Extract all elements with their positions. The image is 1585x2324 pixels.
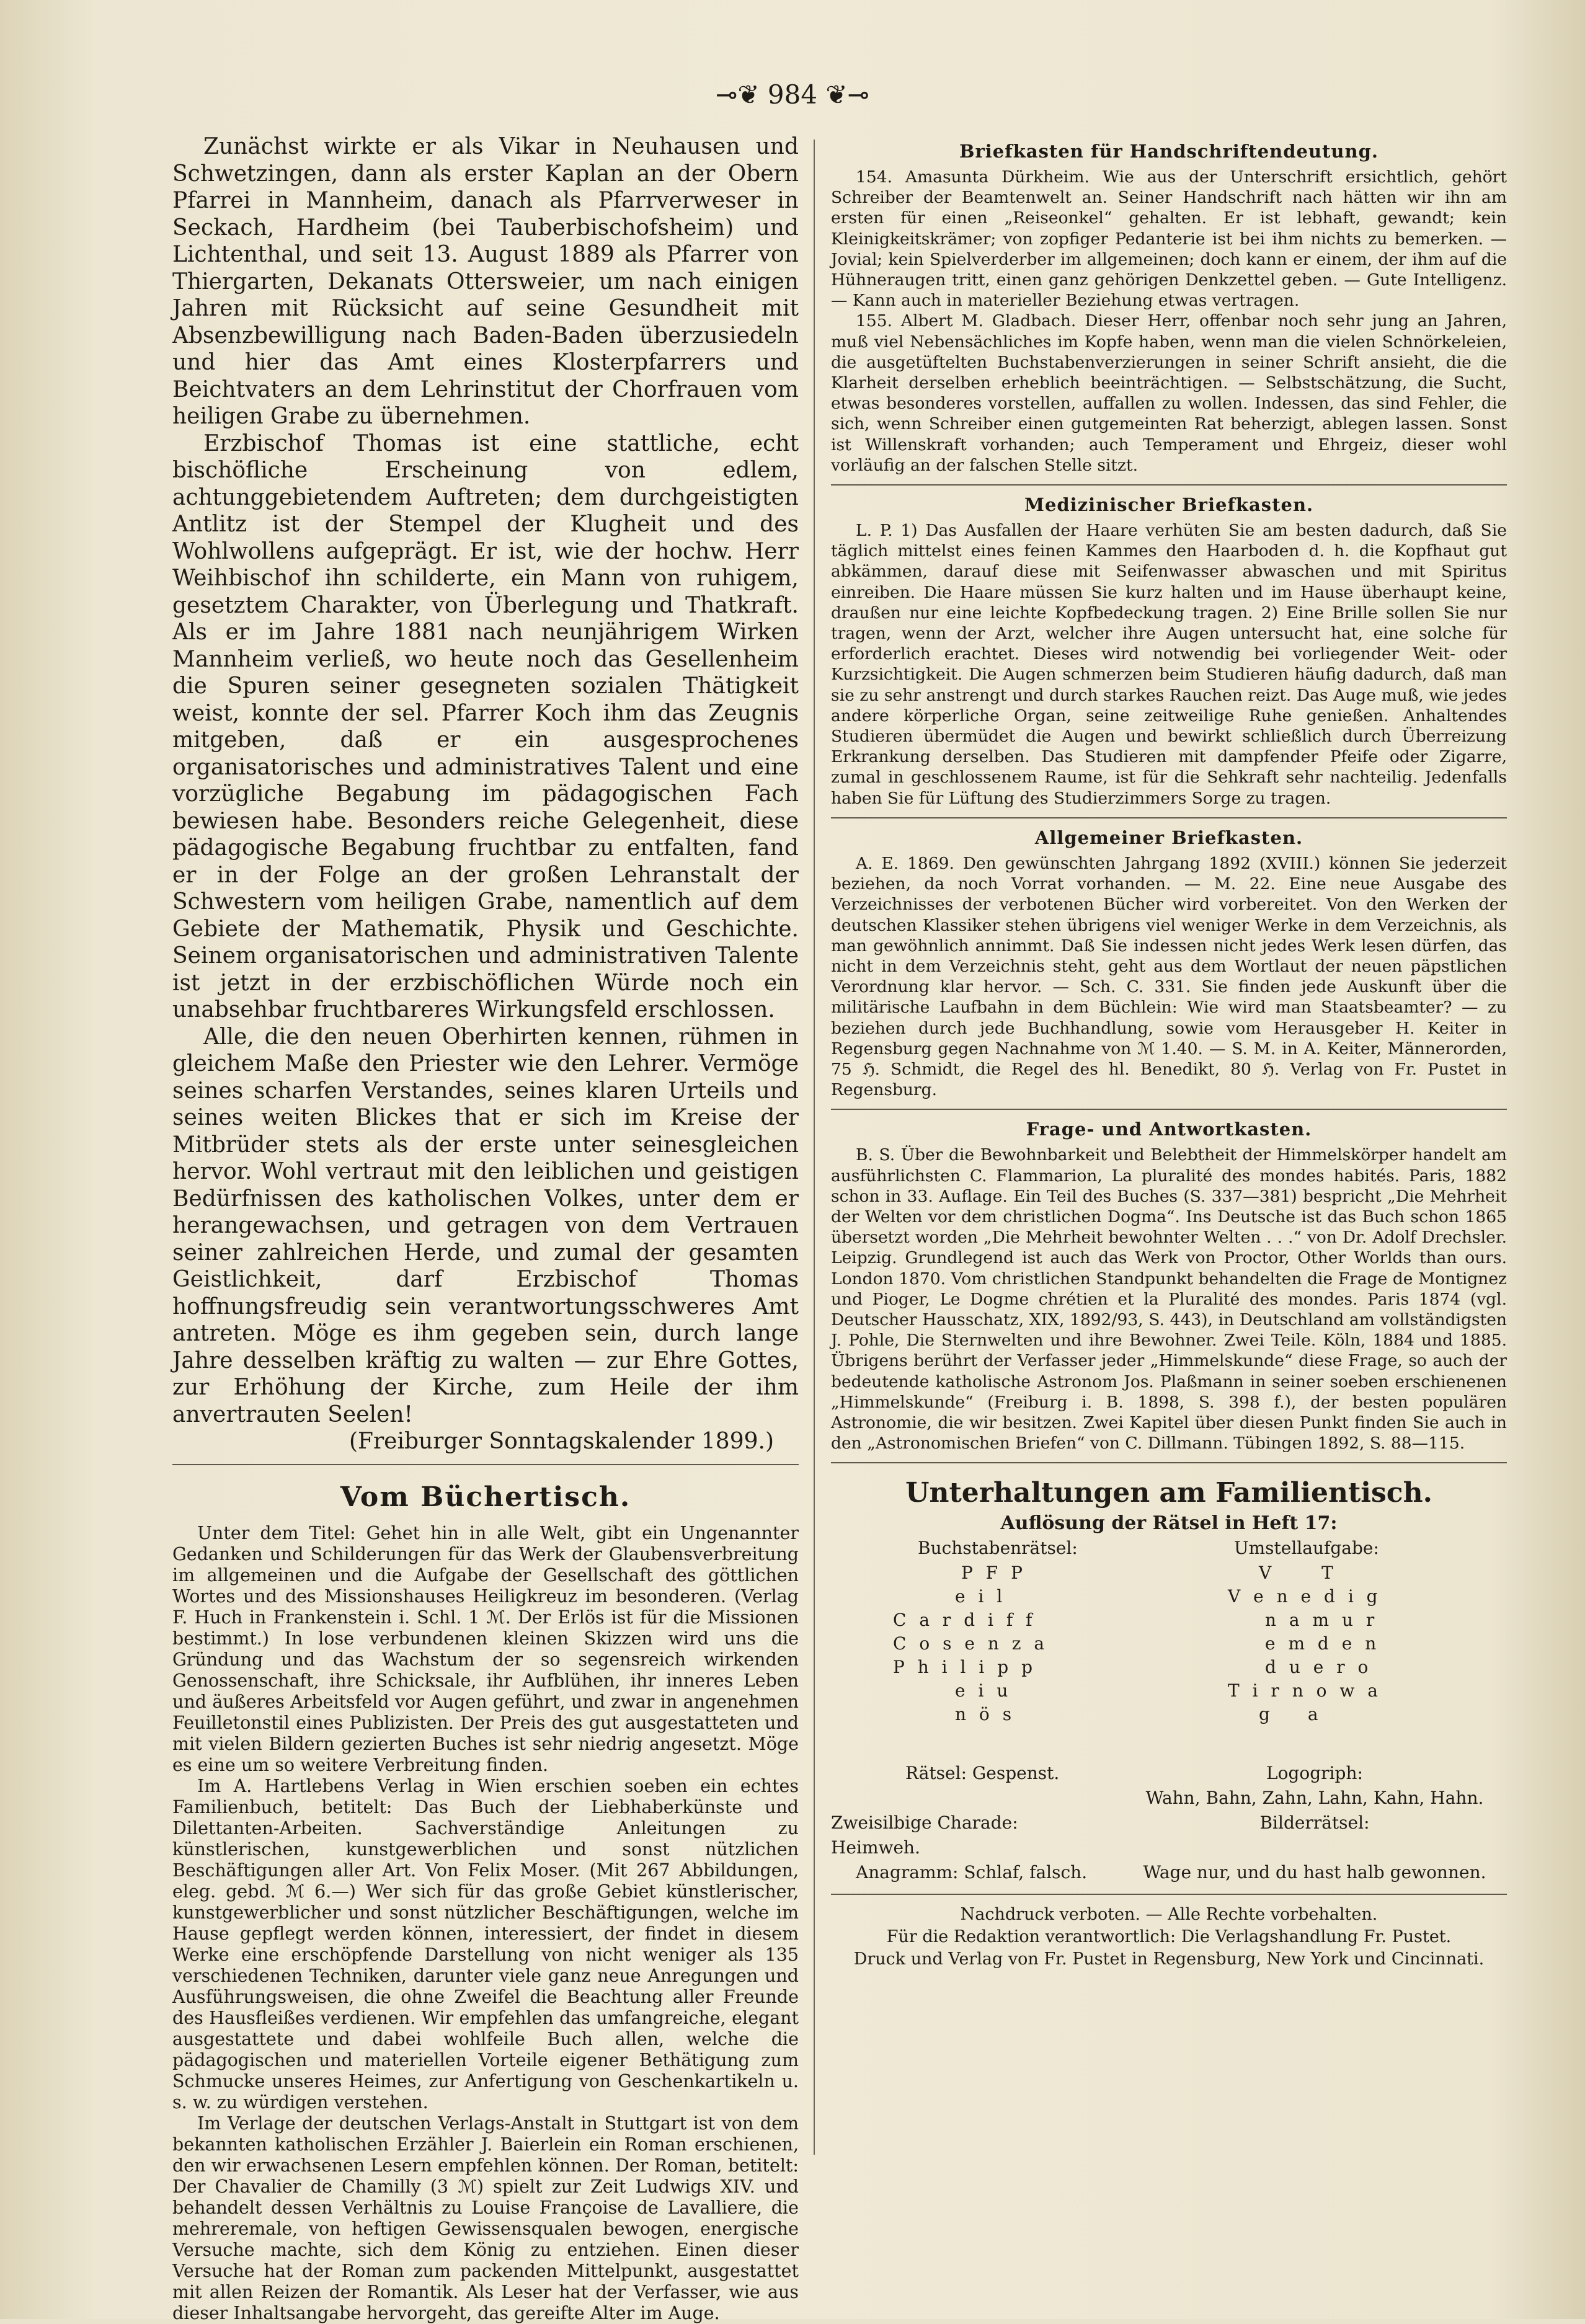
answer-value: Heimweh. <box>831 1837 920 1858</box>
paragraph: Im Verlage der deutschen Verlags-Anstalt in Stuttgart ist von dem bekannten katholischen Erzähler J. Baierlein ein Roman erschienen, den wir erwachsenen Lesern empfehlen können. Der Roman, betitelt: Der Chavalier de Chamilly (3 ℳ) spielt zur Zeit Ludwigs XIV. und behandelt dessen Verhältnis zu Louise Françoise de Lavalliere, die mehreremale, von heftigen Gewissensqualen bewogen, energische Versuche machte, sich dem König zu entziehen. Einen dieser Versuche hat der Roman zum packenden Mittelpunkt, ausgestattet mit allen Reizen der Romantik. Als Leser hat der Verfasser, wie aus dieser Inhaltsangabe hervorgeht, das gereifte Alter im Auge. <box>172 2113 799 2323</box>
answer-value: Wahn, Bahn, Zahn, Lahn, Kahn, Hahn. <box>1145 1788 1484 1809</box>
answer-label: Bilderrätsel: <box>1259 1812 1370 1834</box>
puzzle-line: P h i l i p p <box>893 1657 1036 1678</box>
puzzle-line: P F P <box>961 1563 1026 1584</box>
paragraph: 155. Albert M. Gladbach. Dieser Herr, offenbar noch sehr jung an Jahren, muß viel Nebensächliches im Kopfe haben, wenn man die vielen Schnörkeleien, die ausgetüftelten Buchstabenverzierungen in seiner Schrift ansieht, die die Klarheit derselben erheblich beeinträchtigen. — Selbstschätzung, die Sucht, etwas besonderes vorstellen, auffallen zu wollen. Indessen, das sind Fehler, die sich, wenn Schreiber einen gutgemeinten Rat beherzigt, ablegen lassen. Sonst ist Willenskraft vorhanden; auch Temperament und Ehrgeiz, dieser wohl vorläufig an der falschen Stelle sitzt. <box>831 311 1507 475</box>
section-divider <box>831 484 1507 486</box>
puzzle-line: n ö s <box>955 1704 1016 1725</box>
section-heading: Medizinischer Briefkasten. <box>1024 494 1314 516</box>
puzzle-line: d u e r o <box>1265 1657 1372 1678</box>
puzzle-line: e i l <box>955 1586 1006 1607</box>
section-heading: Frage- und Antwortkasten. <box>1026 1119 1312 1140</box>
puzzle-line: n a m u r <box>1265 1610 1379 1631</box>
paragraph: Alle, die den neuen Oberhirten kennen, rühmen in gleichem Maße den Priester wie den Lehrer. Vermöge seines scharfen Verstandes, seines klaren Urteils und seines weiten Blickes that er sich im Kreise der Mitbrüder stets als der erste unter seinesgleichen hervor. Wohl vertraut mit den leiblichen und geistigen Bedürfnissen des katholischen Volkes, unter dem er herangewachsen, und getragen von dem Vertrauen seiner zahlreichen Herde, und zumal der gesamten Geistlichkeit, darf Erzbischof Thomas hoffnungsfreudig sein verantwortungsschweres Amt antreten. Möge es ihm gegeben sein, durch lange Jahre desselben kräftig zu walten — zur Ehre Gottes, zur Erhöhung der Kirche, zum Heile der ihm anvertrauten Seelen! <box>172 1024 799 1427</box>
answer-value: Wage nur, und du hast halb gewonnen. <box>1143 1862 1486 1883</box>
imprint-line: Nachdruck verboten. — Alle Rechte vorbehalten. <box>960 1905 1378 1925</box>
answer-label: Zweisilbige Charade: <box>831 1812 1018 1834</box>
puzzle-line: e m d e n <box>1265 1633 1380 1654</box>
puzzle-line: e i u <box>955 1680 1012 1701</box>
paragraph: L. P. 1) Das Ausfallen der Haare verhüten Sie am besten dadurch, daß Sie täglich mittelst eines feinen Kammes den Haarboden d. h. die Kopfhaut gut abkämmen, darauf diese mit Seifenwasser abwaschen und mit Spiritus einreiben. Die Haare müssen Sie kurz halten und im Hause überhaupt keine, draußen nur eine leichte Kopfbedeckung tragen. 2) Eine Brille sollen Sie nur tragen, wenn der Arzt, welcher ihre Augen untersucht hat, eine solche für erforderlich erachtet. Dieses wird notwendig bei vorliegender Weit- oder Kurzsichtigkeit. Die Augen schmerzen beim Studieren häufig dadurch, daß man sie zu sehr anstrengt und durch starkes Rauchen reizt. Das Auge muß, wie jedes andere körperliche Organ, seine zeitweilige Ruhe genießen. Anhaltendes Studieren übermüdet die Augen und bewirkt schließlich durch Überreizung Erkrankung derselben. Das Studieren mit dampfender Pfeife oder Zigarre, zumal in geschlossenem Raume, ist für die Sehkraft sehr nachteilig. Jedenfalls haben Sie für Lüftung des Studierzimmers Sorge zu tragen. <box>831 521 1507 808</box>
section-divider <box>831 1462 1507 1463</box>
answer-label: Rätsel: <box>905 1763 967 1784</box>
puzzle-line: C o s e n z a <box>893 1633 1049 1654</box>
imprint-line: Druck und Verlag von Fr. Pustet in Regensburg, New York und Cincinnati. <box>853 1949 1485 1969</box>
puzzle-title: Umstellaufgabe: <box>1234 1538 1379 1559</box>
paragraph: Zunächst wirkte er als Vikar in Neuhausen und Schwetzingen, dann als erster Kaplan an der Obern Pfarrei in Mannheim, danach als Pfarrverweser in Seckach, Hardheim (bei Tauberbischofsheim) und Lichtenthal, und seit 13. August 1889 als Pfarrer von Thiergarten, Dekanats Ottersweier, um nach einigen Jahren mit Rücksicht auf seine Gesundheit mit Absenzbewilligung nach Baden-Baden überzusiedeln und hier das Amt eines Klosterpfarrers und Beichtvaters an dem Lehrinstitut der Chorfrauen vom heiligen Grabe zu übernehmen. <box>172 134 799 429</box>
puzzle-line: g a <box>1259 1704 1322 1725</box>
section-heading: Vom Büchertisch. <box>340 1481 631 1513</box>
section-divider <box>831 817 1507 818</box>
puzzle-solutions <box>831 1538 1507 1761</box>
section-heading: Allgemeiner Briefkasten. <box>1034 827 1303 848</box>
column-divider <box>814 140 815 2155</box>
answer-label: Anagramm: <box>856 1862 959 1883</box>
paragraph: A. E. 1869. Den gewünschten Jahrgang 1892 (XVIII.) können Sie jederzeit beziehen, da noch Vorrat vorhanden. — M. 22. Eine neue Ausgabe des Verzeichnisses der verbotenen Bücher wird vorbereitet. Von den Werken der deutschen Klassiker stehen übrigens viel weniger Werke in dem Verzeichnis, als man gewöhnlich annimmt. Daß Sie indessen nicht jedes Werk lesen dürfen, das nicht in dem Verzeichnis steht, geht aus dem Wortlaut der neuen päpstlichen Verordnung klar hervor. — Sch. C. 331. Sie finden jede Auskunft über die militärische Laufbahn in dem Büchlein: Wie wird man Staatsbeamter? — zu beziehen durch jede Buchhandlung, sowie vom Herausgeber H. Keiter in Regensburg gegen Nachnahme von ℳ 1.40. — S. M. in A. Keiter, Männerorden, 75 ℌ. Schmidt, die Regel des hl. Benedikt, 80 ℌ. Verlag von Fr. Pustet in Regensburg. <box>831 853 1507 1100</box>
paragraph: Erzbischof Thomas ist eine stattliche, echt bischöfliche Erscheinung von edlem, achtunggebietendem Auftreten; dem durchgeistigten Antlitz ist der Stempel der Klugheit und des Wohlwollens aufgeprägt. Er ist, wie der hochw. Herr Weihbischof ihn schilderte, ein Mann von ruhigem, gesetztem Charakter, von Überlegung und Thatkraft. Als er im Jahre 1881 nach neunjährigem Wirken Mannheim verließ, wo heute noch das Gesellenheim die Spuren seiner gesegneten sozialen Thätigkeit weist, konnte der sel. Pfarrer Koch ihm das Zeugnis mitgeben, daß er ein ausgesprochenes organisatorisches und administratives Talent und eine vorzügliche Begabung im pädagogischen Fach bewiesen habe. Besonders reiche Gelegenheit, diese pädagogische Begabung fruchtbar zu entfalten, fand er in der Folge an der großen Lehranstalt der Schwestern vom heiligen Grabe, namentlich auf dem Gebiete der Mathematik, Physik und Geschichte. Seinem organisatorischen und administrativen Talente ist jetzt in der erzbischöflichen Würde noch ein unabsehbar fruchtbareres Wirkungsfeld erschlossen. <box>172 430 799 1022</box>
obituary-article <box>172 133 799 1455</box>
paragraph: Im A. Hartlebens Verlag in Wien erschien soeben ein echtes Familienbuch, betitelt: Das Buch der Liebhaberkünste und Dilettanten-Arbeiten. Sachverständige Anleitungen zu künstlerischen, kunstgewerblichen und sonst nützlichen Beschäftigungen aller Art. Von Felix Moser. (Mit 267 Abbildungen, eleg. gebd. ℳ 6.—) Wer sich für das große Gebiet künstlerischer, kunstgewerblicher und sonst nützlicher Beschäftigungen, welche im Hause gepflegt werden können, interessiert, der findet in diesem Werke eine erschöpfende Darstellung von nicht weniger als 135 verschiedenen Techniken, darunter viele ganz neue Anregungen und Ausführungsweisen, die ohne Zweifel die Beachtung aller Freunde des Hausfleißes verdienen. Wir empfehlen das umfangreiche, elegant ausgestattete und dabei wohlfeile Buch allen, welche die pädagogischen und materiellen Vorteile eigener Bethätigung zum Schmucke unseres Heimes, zur Anfertigung von Geschenkartikeln u. s. w. zu würdigen verstehen. <box>172 1776 799 2113</box>
page-number: ⊸❦ 984 ❦⊸ <box>716 79 869 110</box>
right-column <box>831 133 1507 1971</box>
left-column <box>172 133 799 2324</box>
section-divider <box>172 1464 799 1465</box>
section-divider <box>831 1109 1507 1110</box>
riddle-answers <box>831 1761 1507 1885</box>
imprint <box>831 1904 1507 1971</box>
paragraph: B. S. Über die Bewohnbarkeit und Belebtheit der Himmelskörper handelt am ausführlichsten C. Flammarion, La pluralité des mondes habités. Paris, 1882 schon in 33. Auflage. Ein Teil des Buches (S. 337—381) bespricht „Die Mehrheit der Welten vor dem christlichen Dogma“. Ins Deutsche ist das Buch schon 1865 übersetzt worden „Die Mehrheit bewohnter Welten . . .“ von Dr. Adolf Drechsler. Leipzig. Grundlegend ist auch das Werk von Proctor, Other Worlds than ours. London 1870. Vom christlichen Standpunkt behandelten die Frage de Montignez und Pioger, Le Dogme chrétien et la Pluralité des mondes. Paris 1874 (vgl. Deutscher Hausschatz, XIX, 1892/93, S. 443), in Deutschland am vollständigsten J. Pohle, Die Sternwelten und ihre Bewohner. Zwei Teile. Köln, 1884 und 1885. Übrigens berührt der Verfasser jeder „Himmelskunde“ diese Frage, so auch der bedeutende katholische Astronom Jos. Plaßmann in seiner soeben erschienenen „Himmelskunde“ (Freiburg i. B. 1898, S. 398 f.), der besten populären Astronomie, die wir besitzen. Zwei Kapitel über diesen Punkt finden Sie auch in den „Astronomischen Briefen“ von C. Dillmann. Tübingen 1892, S. 88—115. <box>831 1145 1507 1453</box>
section-heading: Unterhaltungen am Familientisch. <box>905 1477 1432 1509</box>
subheading: Auflösung der Rätsel in Heft 17: <box>1000 1512 1338 1535</box>
section-heading: Briefkasten für Handschriftendeutung. <box>959 141 1379 162</box>
puzzle-line: V T <box>1259 1563 1337 1584</box>
answer-value: Schlaf, falsch. <box>964 1862 1088 1883</box>
imprint-line: Für die Redaktion verantwortlich: Die Verlagshandlung Fr. Pustet. <box>886 1927 1452 1947</box>
puzzle-line: V e n e d i g <box>1228 1586 1382 1607</box>
puzzle-title: Buchstabenrätsel: <box>918 1538 1078 1559</box>
puzzle-line: T i r n o w a <box>1228 1680 1382 1701</box>
paragraph: Unter dem Titel: Gehet hin in alle Welt, gibt ein Ungenannter Gedanken und Schilderungen für das Werk der Glaubensverbreitung im allgemeinen und die Aufgabe der Gesellschaft des göttlichen Wortes und des Missionshauses Heiligkreuz im besonderen. (Verlag F. Huch in Frankenstein i. Schl. 1 ℳ. Der Erlös ist für die Missionen bestimmt.) In lose verbundenen kleinen Skizzen wird uns die Gründung und das Wachstum der so segensreich wirkenden Genossenschaft, ihre Schicksale, ihr Aufblühen, ihr inneres Leben und äußeres Arbeitsfeld vor Augen geführt, und zwar in angenehmen Feuilletonstil eines Publizisten. Der Preis des gut ausgestatteten und mit vielen Bildern gezierten Buches ist sehr niedrig angesetzt. Möge es eine um so weitere Verbreitung finden. <box>172 1523 799 1775</box>
paragraph: 154. Amasunta Dürkheim. Wie aus der Unterschrift ersichtlich, gehört Schreiber der Beamtenwelt an. Seiner Handschrift nach hätten wir ihn am ersten für einen „Reiseonkel“ gehalten. Er ist lebhaft, gewandt; kein Kleinigkeitskrämer; von zopfiger Pedanterie ist bei ihm nichts zu bemerken. — Jovial; kein Spielverderber im allgemeinen; doch kann er einem, der ihm auf die Hühneraugen tritt, einen ganz gehörigen Denkzettel geben. — Gute Intelligenz. — Kann auch in materieller Beziehung etwas vertragen. <box>831 167 1507 311</box>
source-citation: (Freiburger Sonntagskalender 1899.) <box>349 1429 774 1454</box>
section-divider <box>831 1894 1507 1895</box>
puzzle-line: C a r d i f f <box>893 1610 1036 1631</box>
answer-label: Logogriph: <box>1266 1763 1363 1784</box>
answer-value: Gespenst. <box>972 1763 1060 1784</box>
book-reviews <box>172 1523 799 2324</box>
